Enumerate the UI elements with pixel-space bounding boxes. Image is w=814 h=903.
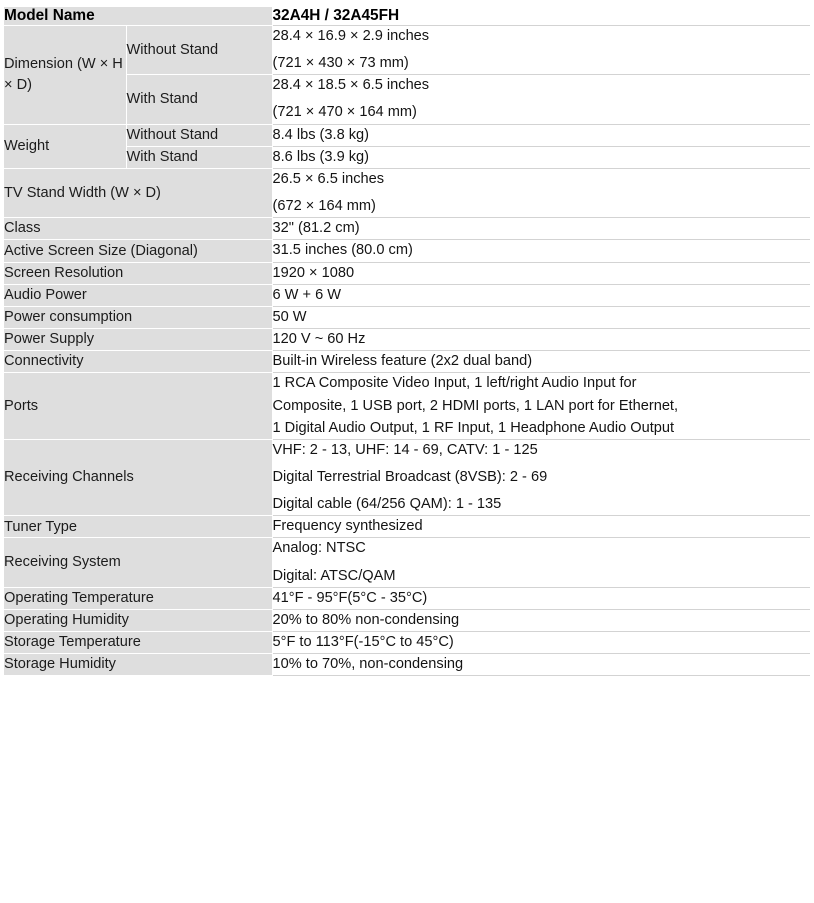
table-row-storage-humidity <box>4 654 810 676</box>
value-line: 31.5 inches (80.0 cm) <box>272 242 413 259</box>
row-value-screen-resolution <box>272 262 810 284</box>
table-row-model-name <box>4 7 810 26</box>
value-line: Digital Terrestrial Broadcast (8VSB): 2 - 69 <box>272 468 548 485</box>
table-row-power-supply <box>4 329 810 351</box>
table-row-operating-humidity <box>4 609 810 631</box>
table-row-dimension-without-stand <box>4 26 810 75</box>
table-row-screen-resolution <box>4 262 810 284</box>
table-row-connectivity <box>4 351 810 373</box>
row-value-operating-temperature <box>272 587 810 609</box>
table-row-operating-temperature <box>4 587 810 609</box>
row-value-storage-humidity <box>272 654 810 676</box>
row-label-operating-temperature: Operating Temperature <box>4 587 272 609</box>
value-line: Analog: NTSC <box>272 540 366 557</box>
specifications-table <box>4 7 810 676</box>
row-label-dimension-line1: Dimension <box>4 56 73 73</box>
value-line: 6 W + 6 W <box>272 286 342 303</box>
row-label-class: Class <box>4 218 272 240</box>
value-line: Digital cable (64/256 QAM): 1 - 135 <box>272 496 502 513</box>
row-value-receiving-system <box>272 538 810 587</box>
row-value-tuner-type <box>272 516 810 538</box>
table-row-weight-without-stand <box>4 124 810 146</box>
value-line: (672 × 164 mm) <box>272 198 376 215</box>
value-line: Composite, 1 USB port, 2 HDMI ports, 1 LAN port for Ethernet, <box>272 397 679 414</box>
row-value-power-consumption <box>272 306 810 328</box>
row-sublabel-weight-with-stand: With Stand <box>126 146 272 168</box>
value-line: 1 Digital Audio Output, 1 RF Input, 1 Headphone Audio Output <box>272 419 675 436</box>
value-line: Built-in Wireless feature (2x2 dual band) <box>272 353 533 370</box>
row-value-tv-stand-width <box>272 168 810 217</box>
value-line: 8.4 lbs (3.8 kg) <box>272 126 370 143</box>
row-label-power-consumption: Power consumption <box>4 306 272 328</box>
row-label-dimension-line2: (W × H × D) <box>4 56 123 93</box>
table-row-ports <box>4 373 810 439</box>
row-label-power-supply: Power Supply <box>4 329 272 351</box>
value-line: 26.5 × 6.5 inches <box>272 170 385 187</box>
table-row-receiving-system <box>4 538 810 587</box>
table-row-tuner-type <box>4 516 810 538</box>
table-body <box>4 7 810 676</box>
value-line: 1920 × 1080 <box>272 264 355 281</box>
table-row-audio-power <box>4 284 810 306</box>
row-label-storage-humidity: Storage Humidity <box>4 654 272 676</box>
row-sublabel-weight-without-stand: Without Stand <box>126 124 272 146</box>
row-label-receiving-system: Receiving System <box>4 538 272 587</box>
value-line: 20% to 80% non-condensing <box>272 611 460 628</box>
row-value-operating-humidity <box>272 609 810 631</box>
row-label-dimension <box>4 26 126 125</box>
row-value-dimension-without-stand <box>272 26 810 75</box>
row-label-tuner-type: Tuner Type <box>4 516 272 538</box>
value-line: 5°F to 113°F(-15°C to 45°C) <box>272 634 454 651</box>
row-value-receiving-channels <box>272 439 810 515</box>
row-label-receiving-channels: Receiving Channels <box>4 439 272 515</box>
table-row-receiving-channels <box>4 439 810 515</box>
header-label-model-name: Model Name <box>4 7 272 26</box>
value-line: 50 W <box>272 308 307 325</box>
row-label-connectivity: Connectivity <box>4 351 272 373</box>
value-line: (721 × 430 × 73 mm) <box>272 55 409 72</box>
value-line: Digital: ATSC/QAM <box>272 567 396 584</box>
row-label-storage-temperature: Storage Temperature <box>4 632 272 654</box>
table-top-rule <box>0 0 814 3</box>
row-value-class <box>272 218 810 240</box>
row-value-weight-with-stand <box>272 146 810 168</box>
row-value-connectivity <box>272 351 810 373</box>
row-value-weight-without-stand <box>272 124 810 146</box>
table-row-active-screen-size <box>4 240 810 262</box>
value-line: 120 V ~ 60 Hz <box>272 331 366 348</box>
value-line: 28.4 × 16.9 × 2.9 inches <box>272 28 430 44</box>
row-value-dimension-with-stand <box>272 75 810 124</box>
row-label-weight: Weight <box>4 124 126 168</box>
row-label-tv-stand-width: TV Stand Width (W × D) <box>4 168 272 217</box>
row-label-screen-resolution: Screen Resolution <box>4 262 272 284</box>
value-line: 32" (81.2 cm) <box>272 220 360 237</box>
value-line: 10% to 70%, non-condensing <box>272 656 464 673</box>
row-value-active-screen-size <box>272 240 810 262</box>
table-row-storage-temperature <box>4 632 810 654</box>
table-row-tv-stand-width <box>4 168 810 217</box>
row-value-ports <box>272 373 810 439</box>
value-line: 1 RCA Composite Video Input, 1 left/right Audio Input for <box>272 375 637 392</box>
row-value-audio-power <box>272 284 810 306</box>
value-line: Frequency synthesized <box>272 518 423 535</box>
row-label-operating-humidity: Operating Humidity <box>4 609 272 631</box>
row-value-power-supply <box>272 329 810 351</box>
row-sublabel-dimension-without-stand: Without Stand <box>126 26 272 75</box>
row-sublabel-dimension-with-stand: With Stand <box>126 75 272 124</box>
table-row-class <box>4 218 810 240</box>
value-line: (721 × 470 × 164 mm) <box>272 104 417 121</box>
header-value-model-name: 32A4H / 32A45FH <box>272 7 810 26</box>
row-label-active-screen-size: Active Screen Size (Diagonal) <box>4 240 272 262</box>
value-line: 41°F - 95°F(5°C - 35°C) <box>272 589 428 606</box>
value-line: 8.6 lbs (3.9 kg) <box>272 148 370 165</box>
value-line: VHF: 2 - 13, UHF: 14 - 69, CATV: 1 - 125 <box>272 441 538 458</box>
row-value-storage-temperature <box>272 632 810 654</box>
row-label-ports: Ports <box>4 373 272 439</box>
value-line: 28.4 × 18.5 × 6.5 inches <box>272 77 430 94</box>
row-label-audio-power: Audio Power <box>4 284 272 306</box>
table-row-power-consumption <box>4 306 810 328</box>
